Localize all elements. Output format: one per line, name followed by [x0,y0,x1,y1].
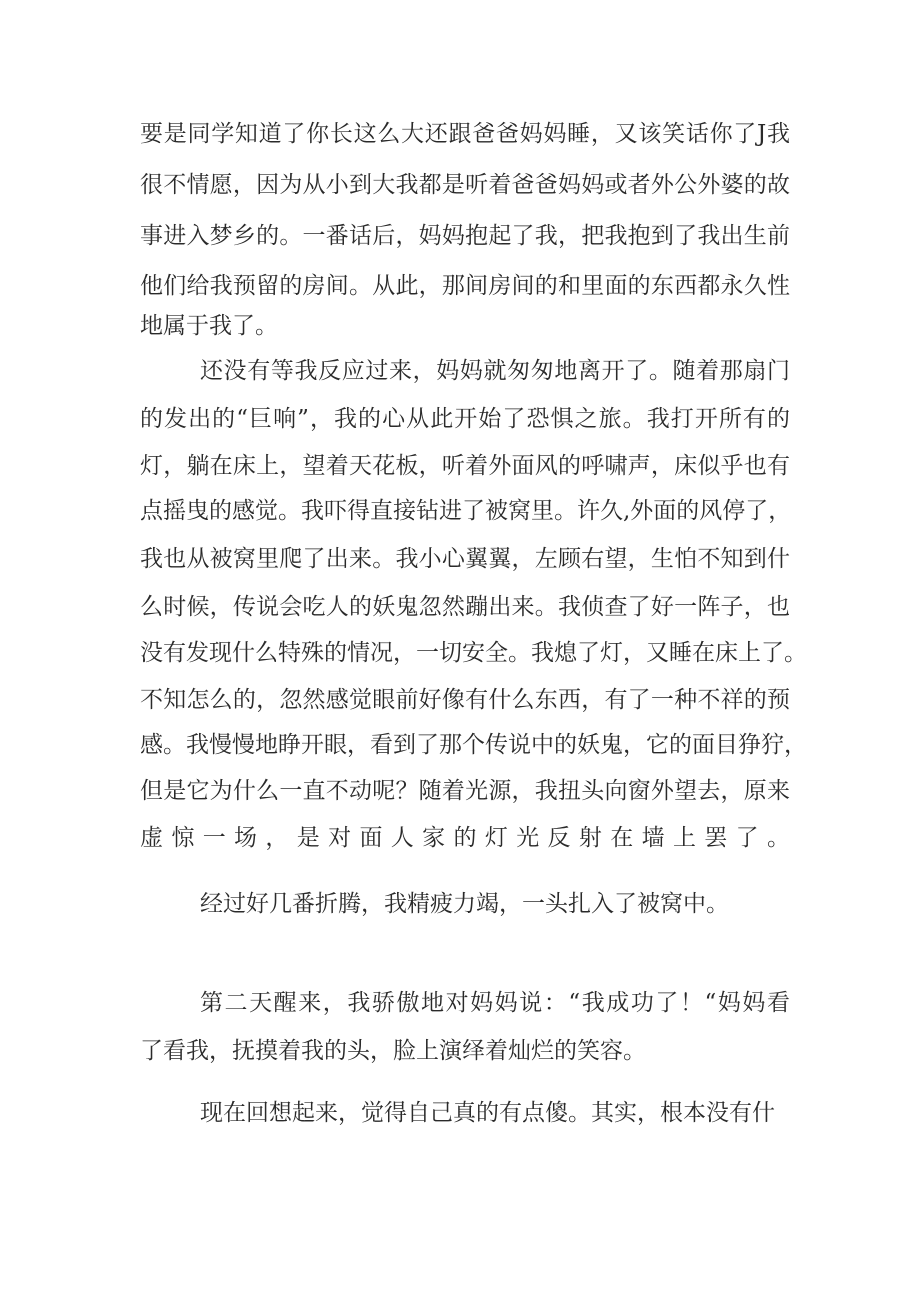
paragraph-first-line: 现在回想起来，觉得自己真的有点傻。其实，根本没有什 [200,1100,775,1126]
text-line: 灯，躺在床上，望着天花板，听着外面风的呼啸声，床似乎也有 [140,453,790,479]
text-line: 要是同学知道了你长这么大还跟爸爸妈妈睡，又该笑话你了J我 [140,121,790,147]
text-line: 点摇曳的感觉。我吓得直接钻进了被窝里。许久,外面的风停了， [140,498,792,524]
text-line: 地属于我了。 [140,313,278,339]
text-line: 他们给我预留的房间。从此，那间房间的和里面的东西都永久性 [140,273,790,299]
paragraph-first-line: 经过好几番折腾，我精疲力竭，一头扎入了被窝中。 [200,891,729,917]
paragraph-first-line: 第二天醒来，我骄傲地对妈妈说：“我成功了！“妈妈看 [200,990,790,1016]
text-line: 很不情愿，因为从小到大我都是听着爸爸妈妈或者外公外婆的故 [140,172,790,198]
text-line: 没有发现什么特殊的情况，一切安全。我熄了灯，又睡在床上了。 [140,640,807,666]
text-line: 了看我，抚摸着我的头，脸上演绎着灿烂的笑容。 [140,1038,646,1064]
text-line: 感。我慢慢地睁开眼，看到了那个传说中的妖鬼，它的面目狰狞， [140,732,807,758]
text-line: 么时候，传说会吃人的妖鬼忽然蹦出来。我侦查了好一阵子，也 [140,594,790,620]
text-line: 虚惊一场，是对面人家的灯光反射在墙上罢了。 [140,825,790,851]
text-line: 但是它为什么一直不动呢？随着光源，我扭头向窗外望去，原来 [140,778,790,804]
text-line: 不知怎么的，忽然感觉眼前好像有什么东西，有了一种不祥的预 [140,687,790,713]
text-line: 的发出的“巨响”，我的心从此开始了恐惧之旅。我打开所有的 [140,406,790,432]
paragraph-first-line: 还没有等我反应过来，妈妈就匆匆地离开了。随着那扇门 [200,358,790,384]
text-line: 我也从被窝里爬了出来。我小心翼翼，左顾右望，生怕不知到什 [140,546,790,572]
text-line: 事进入梦乡的。一番话后，妈妈抱起了我，把我抱到了我出生前 [140,223,790,249]
